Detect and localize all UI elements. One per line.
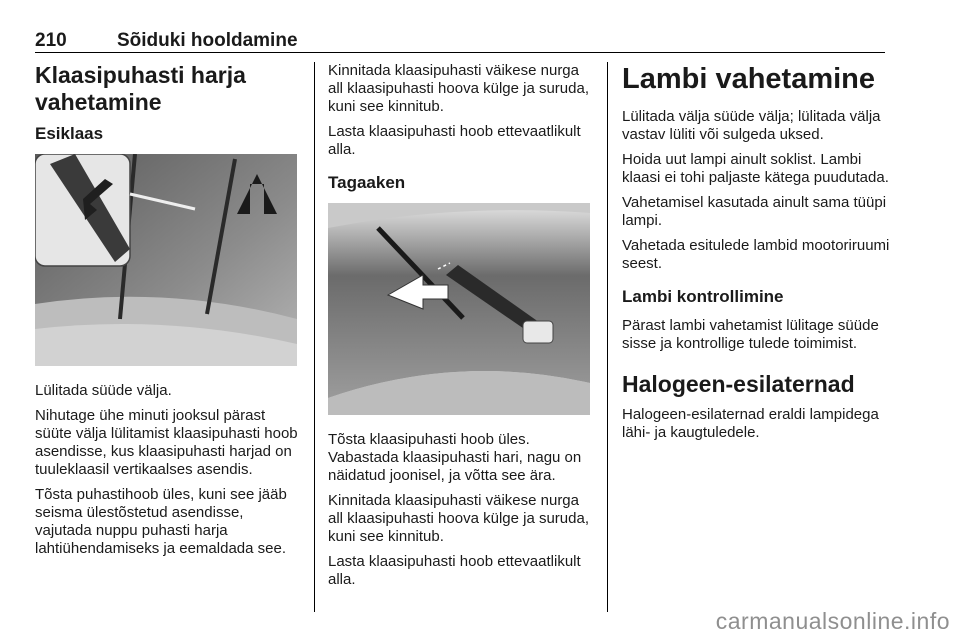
page-number: 210 [35, 30, 67, 51]
running-title: Sõiduki hooldamine [117, 30, 298, 51]
paragraph: Lasta klaasipuhasti hoob ettevaatlikult alla. [328, 553, 581, 588]
paragraph: Kinnitada klaasipuhasti väikese nurga all klaasipuhasti hoova külge ja suruda, kuni see kinnitub. [328, 62, 589, 115]
section-heading-halogen-headlights: Halogeen-esilaternad [622, 371, 855, 397]
paragraph: Lülitada välja süüde välja; lülitada välja vastav lüliti või sulgeda uksed. [622, 108, 881, 143]
paragraph: Nihutage ühe minuti jooksul pärast süüte välja lülitamist klaasipuhasti hoob asendisse, kus klaasipuhasti harjad on tuuleklaasil vertikaalses asendis. [35, 407, 298, 478]
paragraph: Hoida uut lampi ainult soklist. Lambi klaasi ei tohi paljaste kätega puudutada. [622, 151, 889, 186]
paragraph: Tõsta klaasipuhasti hoob üles. Vabastada klaasipuhasti hari, nagu on näidatud joonisel, ja võtta see ära. [328, 431, 582, 484]
paragraph: Kinnitada klaasipuhasti väikese nurga all klaasipuhasti hoova külge ja suruda, kuni see kinnitub. [328, 492, 589, 545]
column-2 [328, 62, 596, 596]
paragraph: Tõsta puhastihoob üles, kuni see jääb seisma ülestõstetud asendisse, vajutada nuppu puhasti harja lahtiühendamiseks ja eemaldada see. [35, 486, 287, 557]
section-heading-bulb-replacement: Lambi vahetamine [622, 63, 876, 95]
subheading-rear-window: Tagaaken [328, 173, 406, 192]
subheading-windscreen: Esiklaas [35, 124, 104, 143]
paragraph: Lülitada süüde välja. [35, 382, 172, 399]
column-divider [607, 62, 608, 612]
column-3 [622, 62, 890, 449]
paragraph: Vahetamisel kasutada ainult sama tüüpi lampi. [622, 194, 887, 229]
paragraph: Lasta klaasipuhasti hoob ettevaatlikult alla. [328, 123, 581, 158]
section-heading-wiper-blade: Klaasipuhasti harja vahetamine [35, 62, 246, 115]
paragraph: Vahetada esitulede lambid mootoriruumi seest. [622, 237, 890, 272]
paragraph: Halogeen-esilaternad eraldi lampidega lähi- ja kaugtuledele. [622, 406, 879, 441]
watermark: carmanualsonline.info [715, 608, 950, 634]
paragraph: Pärast lambi vahetamist lülitage süüde sisse ja kontrollige tulede toimimist. [622, 317, 879, 352]
rear-wiper-illustration [328, 203, 590, 415]
column-1 [35, 62, 303, 565]
windscreen-wiper-illustration [35, 154, 297, 366]
page-header [35, 30, 885, 53]
column-divider [314, 62, 315, 612]
subheading-bulb-check: Lambi kontrollimine [622, 287, 784, 306]
